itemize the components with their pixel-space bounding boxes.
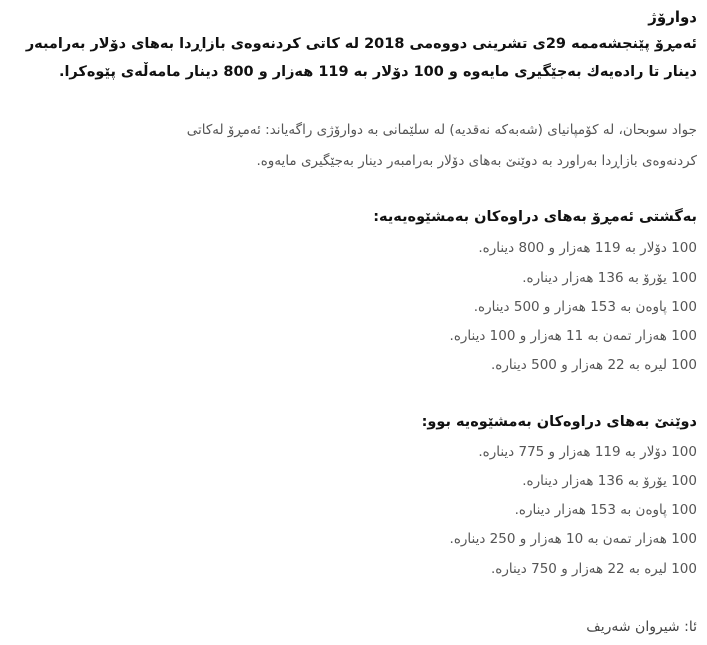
- today-rate-item: 100 یۆرۆ بە 136 هەزار دینارە.: [522, 270, 697, 286]
- author-byline: ئا: شیروان شەریف: [586, 619, 697, 635]
- today-rate-item: 100 دۆلار بە 119 هەزار و 800 دینارە.: [478, 240, 697, 256]
- body-line: جواد سوبحان، لە کۆمپانیای (شەبەکە نەقدیە) لە سلێمانی بە دوارۆژی راگەیاند: ئەمڕۆ لەکاتی: [186, 122, 697, 138]
- today-rate-item: 100 هەزار تمەن بە 11 هەزار و 100 دینارە.: [449, 328, 697, 344]
- yesterday-rate-item: 100 پاوەن بە 153 هەزار دینارە.: [514, 502, 697, 518]
- body-line: کردنەوەی بازاڕدا بەراورد بە دوێنێ بەهای دۆلار بەرامبەر دینار بەجێگیری مایەوە.: [256, 153, 697, 169]
- yesterday-rate-item: 100 دۆلار بە 119 هەزار و 775 دینارە.: [478, 444, 697, 460]
- yesterday-rate-item: 100 هەزار تمەن بە 10 هەزار و 250 دینارە.: [449, 531, 697, 547]
- yesterday-rate-item: 100 لیرە بە 22 هەزار و 750 دینارە.: [490, 561, 697, 577]
- article-title: دوارۆژ: [648, 8, 697, 26]
- yesterday-rates-heading: دوێنێ بەهای دراوەکان بەمشێوەیە بوو:: [421, 414, 697, 430]
- today-rate-item: 100 پاوەن بە 153 هەزار و 500 دینارە.: [473, 299, 697, 315]
- lead-line: ئەمڕۆ پێنجشەممە 29ی تشرینی دووەمی 2018 لە کاتی کردنەوەی بازاڕدا بەهای دۆلار بەرامبەر: [25, 36, 697, 52]
- lead-line: دینار تا رادەیەك بەجێگیری مایەوە و 100 دۆلار بە 119 هەزار و 800 دینار مامەڵەی پێوەکرا.: [58, 64, 697, 80]
- today-rates-heading: بەگشتی ئەمڕۆ بەهای دراوەکان بەمشێوەیەیە:: [373, 209, 697, 225]
- yesterday-rate-item: 100 یۆرۆ بە 136 هەزار دینارە.: [522, 473, 697, 489]
- today-rate-item: 100 لیرە بە 22 هەزار و 500 دینارە.: [490, 357, 697, 373]
